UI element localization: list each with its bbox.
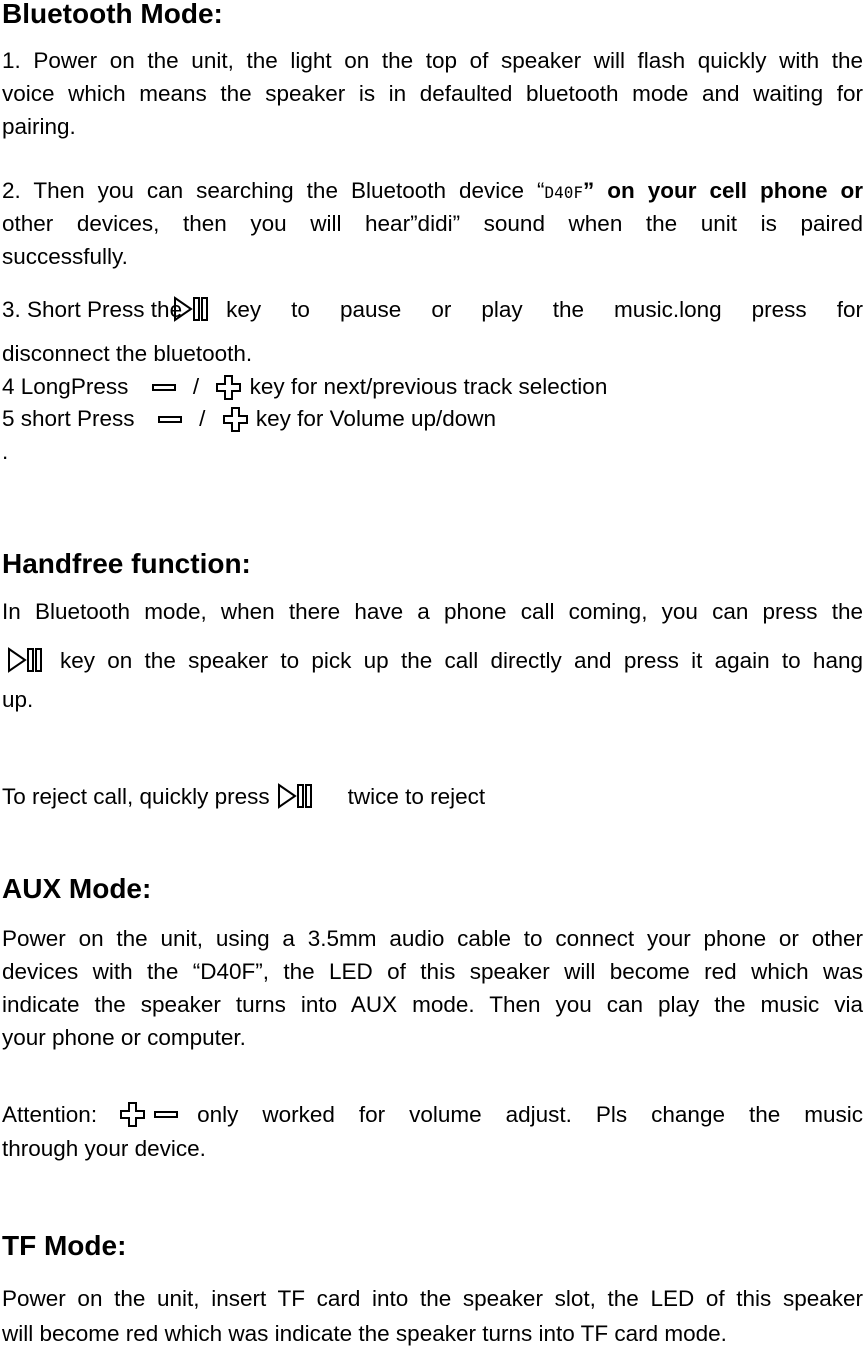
tf-line2: will become red which was indicate the speaker turns into TF card mode. (2, 1321, 727, 1346)
bluetooth-p3-line1: 3. Short Press the key to pause or play the music.long press for (2, 294, 863, 326)
bluetooth-dot: . (2, 439, 9, 464)
handfree-line1: In Bluetooth mode, when there have a phone call coming, you can press the (2, 599, 863, 624)
play-pause-icon (6, 645, 50, 677)
device-name: D40F (544, 183, 584, 202)
minus-icon (157, 413, 185, 427)
aux-line4: your phone or computer. (2, 1025, 246, 1050)
tf-heading: TF Mode: (2, 1230, 127, 1261)
aux-line1: Power on the unit, using a 3.5mm audio cable to connect your phone or other (2, 926, 863, 951)
handfree-line2: key on the speaker to pick up the call directly and press it again to hang (2, 645, 863, 677)
attention-line1: Attention: only worked for volume adjust. Pls change the music (2, 1102, 863, 1127)
bluetooth-p5: 5 short Press / key for Volume up/down (2, 403, 496, 435)
bluetooth-p2-line2: other devices, then you will hear”didi” sound when the unit is paired (2, 211, 863, 236)
attention-line2: through your device. (2, 1136, 206, 1161)
plus-icon (215, 374, 243, 402)
tf-line1: Power on the unit, insert TF card into the speaker slot, the LED of this speaker (2, 1286, 863, 1311)
play-pause-icon (276, 781, 320, 813)
bluetooth-heading: Bluetooth Mode: (2, 0, 223, 29)
aux-line3: indicate the speaker turns into AUX mode. Then you can play the music via (2, 992, 863, 1017)
aux-heading: AUX Mode: (2, 873, 152, 904)
play-pause-icon (172, 294, 216, 326)
minus-icon (151, 381, 179, 395)
bluetooth-p1-line1: 1. Power on the unit, the light on the top of speaker will flash quickly with the (2, 48, 863, 73)
aux-line2: devices with the “D40F”, the LED of this speaker will become red which was (2, 959, 863, 984)
minus-icon (153, 1108, 181, 1122)
bluetooth-p2-line3: successfully. (2, 244, 128, 269)
bluetooth-p1-line3: pairing. (2, 114, 76, 139)
reject-line: To reject call, quickly press twice to reject (2, 781, 485, 813)
bluetooth-p4: 4 LongPress / key for next/previous track selection (2, 371, 607, 403)
bluetooth-p3-line2: disconnect the bluetooth. (2, 341, 253, 366)
handfree-heading: Handfree function: (2, 548, 251, 579)
plus-icon (222, 406, 250, 434)
bluetooth-p2-line1: 2. Then you can searching the Bluetooth device “D40F” on your cell phone or (2, 178, 863, 203)
bluetooth-p1-line2: voice which means the speaker is in defaulted bluetooth mode and waiting for (2, 81, 863, 106)
handfree-line3: up. (2, 687, 34, 712)
plus-icon (119, 1101, 147, 1129)
